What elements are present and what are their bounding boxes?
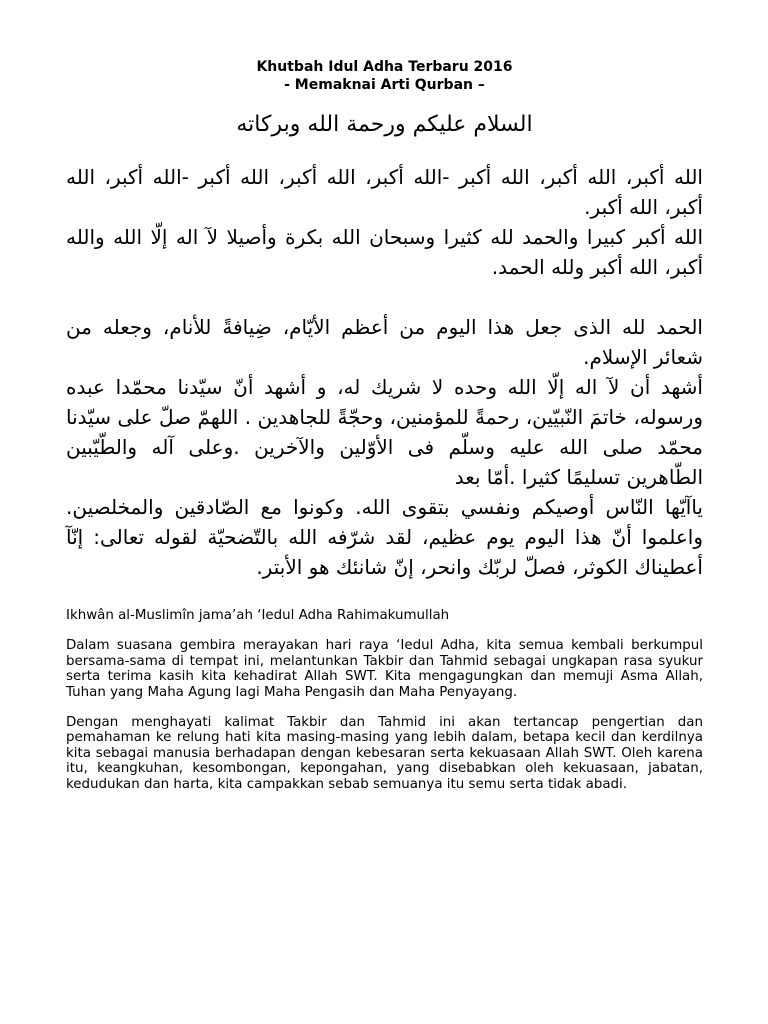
document-page [66, 58, 703, 807]
arabic-syahadat: أشهد أن لآ اله إلّا الله وحده لا شريك له، و أشهد أنّ سيّدنا محمّدا عبده ورسوله، خاتمَ النّبيّين، رحمةً للمؤمنين، وحجّةً للجاهدين . اللهمّ صلّ على سيّدنا محمّد صلى الله عليه وسلّم فى الأوّلين والآخرين .وعلى آله والطّيّبين الطّاهرين تسليمًا كثيرا .أمّا بعد [66, 375, 703, 489]
arabic-wasiat: ياآيّها النّاس أوصيكم ونفسي بتقوى الله. وكونوا مع الصّادقين والمخلصين. واعلموا أنّ هذا اليوم يوم عظيم، لقد شرّفه الله بالتّضحيّة لقوله تعالى: إنّآ أعطيناك الكوثر، فصلّ لربّك وانحر، إنّ شانئك هو الأبتر. [66, 495, 703, 579]
arabic-takbir-1: الله أكبر، الله أكبر، الله أكبر -الله أكبر، الله أكبر، الله أكبر -الله أكبر، الله أكبر، الله أكبر. [66, 165, 703, 219]
latin-paragraph-1: Dalam suasana gembira merayakan hari raya ‘Iedul Adha, kita semua kembali berkumpul bersama-sama di tempat ini, melantunkan Takbir dan Tahmid sebagai ungkapan rasa syukur serta terima kasih kita kehadirat Allah SWT. Kita mengagungkan dan memuji Asma Allah, Tuhan yang Maha Agung lagi Maha Pengasih dan Maha Penyayang. [66, 638, 703, 700]
arabic-hamd: الحمد لله الذى جعل هذا اليوم من أعظم الأيّام، ضِيافةً للأنام، وجعله من شعائر الإسلام. [66, 315, 703, 369]
arabic-opening [66, 162, 703, 582]
document-title: Khutbah Idul Adha Terbaru 2016 [256, 59, 513, 75]
salam-greeting: السلام عليكم ورحمة الله وبركاته [236, 112, 533, 137]
document-subtitle: - Memaknai Arti Qurban – [284, 77, 485, 93]
latin-paragraph-2: Dengan menghayati kalimat Takbir dan Tahmid ini akan tertancap pengertian dan pemahaman ke relung hati kita masing-masing yang lebih dalam, betapa kecil dan kerdilnya kita sebagai manusia berhadapan dengan kebesaran serta kekuasaan Allah SWT. Oleh karena itu, keangkuhan, kesombongan, kepongahan, yang disebabkan oleh kekuasaan, jabatan, kedudukan dan harta, kita campakkan sebab semuanya itu semu serta tidak abadi. [66, 715, 703, 792]
arabic-takbir-2: الله أكبر كبيرا والحمد لله كثيرا وسبحان الله بكرة وأصيلا لآ اله إلّا الله والله أكبر، الله أكبر ولله الحمد. [66, 225, 703, 279]
latin-greeting-heading: Ikhwân al-Muslimîn jama’ah ‘Iedul Adha Rahimakumullah [66, 608, 450, 623]
